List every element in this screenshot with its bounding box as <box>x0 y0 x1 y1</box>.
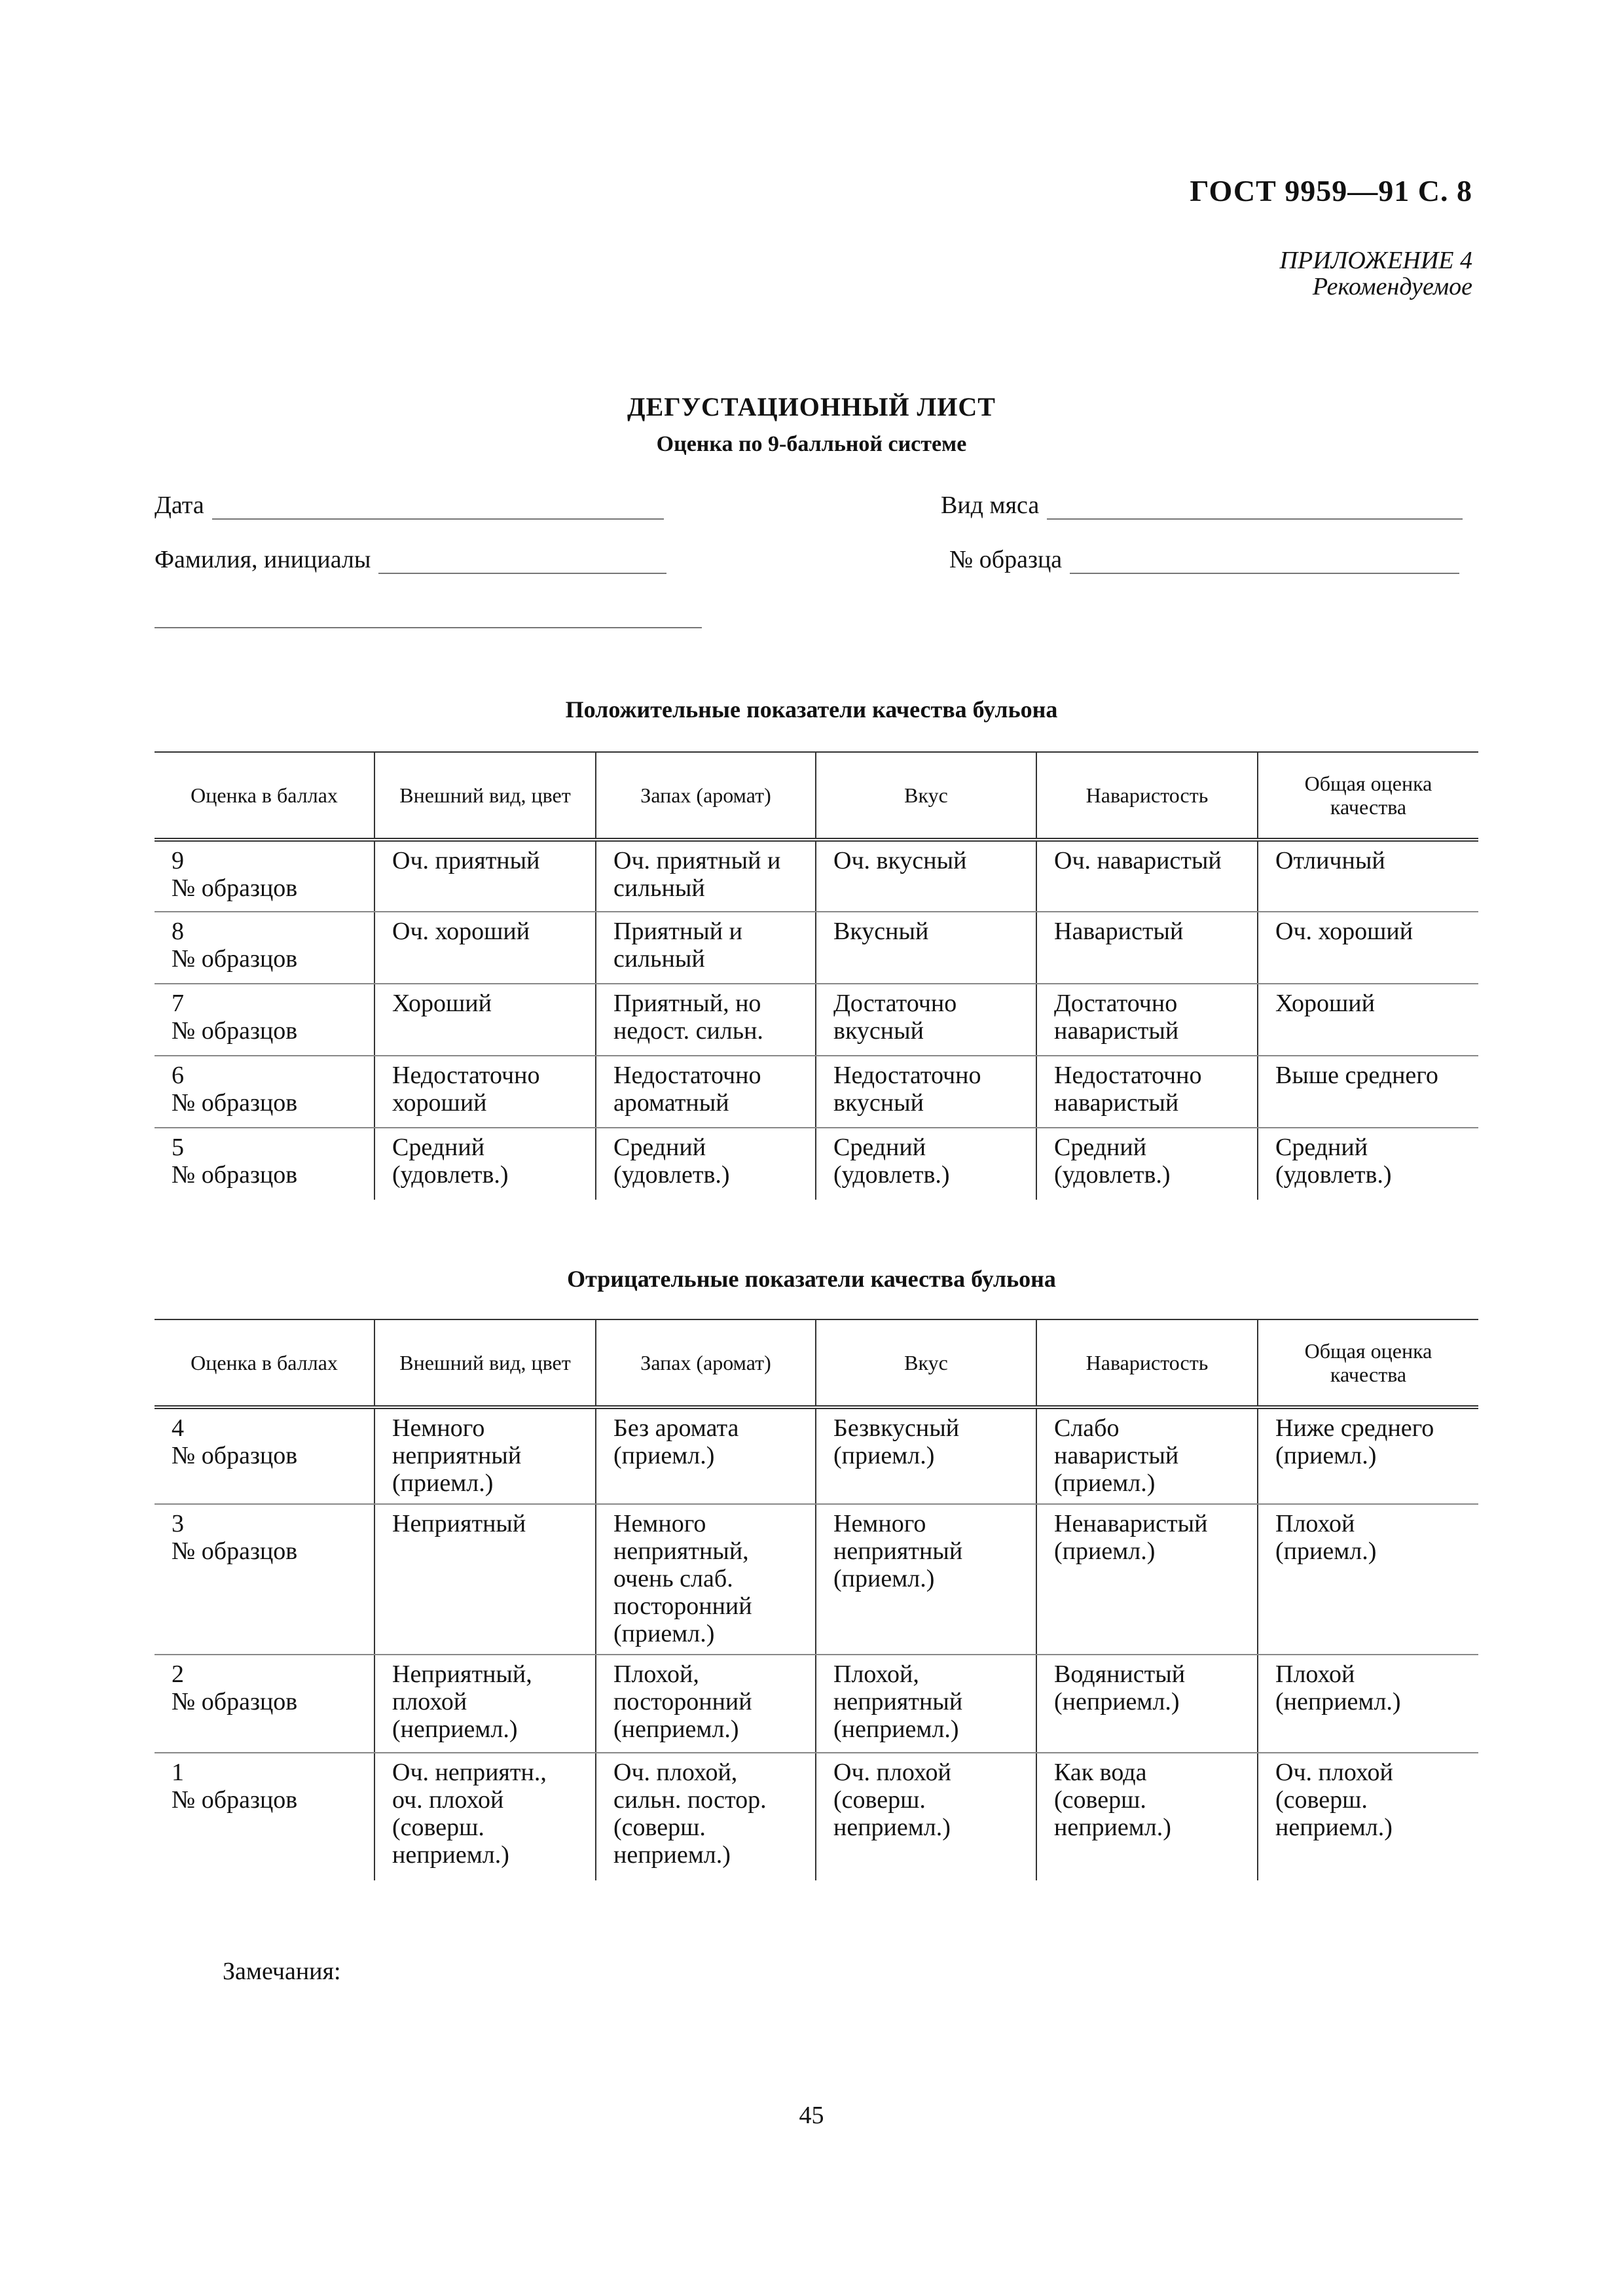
score-value: 2 <box>172 1660 184 1688</box>
meat-type-field[interactable] <box>941 491 1463 520</box>
appearance-cell: Неприятный <box>374 1504 596 1655</box>
score-value: 6 <box>172 1062 184 1089</box>
score-cell <box>155 1655 374 1753</box>
col-smell: Запах (аромат) <box>596 752 816 840</box>
appearance-cell: Оч. неприятн., оч. плохой (соверш. неприемл.) <box>374 1753 596 1880</box>
sample-number-field[interactable] <box>949 545 1459 574</box>
col-appearance: Внешний вид, цвет <box>374 1319 596 1407</box>
appearance-cell: Недостаточно хороший <box>374 1056 596 1128</box>
appearance-cell: Оч. приятный <box>374 840 596 912</box>
meat-type-label: Вид мяса <box>941 492 1040 519</box>
score-cell <box>155 1128 374 1200</box>
smell-cell: Оч. плохой, сильн. постор. (соверш. неприемл.) <box>596 1753 816 1880</box>
taste-cell: Немного неприятный (приемл.) <box>816 1504 1036 1655</box>
score-cell <box>155 1407 374 1504</box>
name-line[interactable] <box>378 552 666 574</box>
name-field[interactable] <box>155 545 666 574</box>
col-score: Оценка в баллах <box>155 1319 374 1407</box>
samples-label: № образцов <box>172 1688 298 1715</box>
col-smell: Запах (аромат) <box>596 1319 816 1407</box>
page-subtitle: Оценка по 9-балльной системе <box>656 432 967 456</box>
samples-label: № образцов <box>172 945 298 973</box>
date-line[interactable] <box>212 497 664 520</box>
table-row <box>155 1128 1478 1200</box>
appearance-cell: Немного неприятный (приемл.) <box>374 1407 596 1504</box>
score-cell <box>155 1753 374 1880</box>
negative-section-title: Отрицательные показатели качества бульона <box>567 1266 1056 1292</box>
score-cell <box>155 1056 374 1128</box>
samples-label: № образцов <box>172 1161 298 1189</box>
sample-number-label: № образца <box>949 546 1063 573</box>
negative-header-row <box>155 1319 1478 1407</box>
score-cell <box>155 1504 374 1655</box>
smell-cell: Без аромата (приемл.) <box>596 1407 816 1504</box>
score-value: 9 <box>172 847 184 874</box>
smell-cell: Средний (удовлетв.) <box>596 1128 816 1200</box>
smell-cell: Недостаточно ароматный <box>596 1056 816 1128</box>
appendix-status: Рекомендуемое <box>1312 273 1472 300</box>
score-value: 4 <box>172 1414 184 1442</box>
overall-cell: Оч. плохой (соверш. неприемл.) <box>1258 1753 1478 1880</box>
richness-cell: Оч. наваристый <box>1036 840 1258 912</box>
richness-cell: Слабо наваристый (приемл.) <box>1036 1407 1258 1504</box>
appearance-cell: Хороший <box>374 984 596 1056</box>
overall-cell: Хороший <box>1258 984 1478 1056</box>
col-taste: Вкус <box>816 1319 1036 1407</box>
overall-cell: Плохой (приемл.) <box>1258 1504 1478 1655</box>
page-title: ДЕГУСТАЦИОННЫЙ ЛИСТ <box>627 392 996 422</box>
samples-label: № образцов <box>172 1537 298 1565</box>
col-score: Оценка в баллах <box>155 752 374 840</box>
taste-cell: Средний (удовлетв.) <box>816 1128 1036 1200</box>
table-row <box>155 840 1478 912</box>
richness-cell: Водянистый (неприемл.) <box>1036 1655 1258 1753</box>
notes-label: Замечания: <box>223 1958 341 1985</box>
overall-cell: Средний (удовлетв.) <box>1258 1128 1478 1200</box>
smell-cell: Приятный, но недост. сильн. <box>596 984 816 1056</box>
samples-label: № образцов <box>172 1442 298 1469</box>
col-overall: Общая оценка качества <box>1258 1319 1478 1407</box>
col-taste: Вкус <box>816 752 1036 840</box>
document-code: ГОСТ 9959—91 С. 8 <box>1190 174 1472 207</box>
taste-cell: Достаточно вкусный <box>816 984 1036 1056</box>
table-row <box>155 1753 1478 1880</box>
name-label: Фамилия, инициалы <box>155 546 371 573</box>
table-row <box>155 1407 1478 1504</box>
score-cell <box>155 840 374 912</box>
taste-cell: Недостаточно вкусный <box>816 1056 1036 1128</box>
taste-cell: Оч. плохой (соверш. неприемл.) <box>816 1753 1036 1880</box>
appearance-cell: Средний (удовлетв.) <box>374 1128 596 1200</box>
positive-table <box>155 751 1478 1200</box>
smell-cell: Оч. приятный и сильный <box>596 840 816 912</box>
score-value: 7 <box>172 990 184 1017</box>
score-cell <box>155 912 374 984</box>
overall-cell: Выше среднего <box>1258 1056 1478 1128</box>
samples-label: № образцов <box>172 1017 298 1045</box>
samples-label: № образцов <box>172 1786 298 1814</box>
taste-cell: Вкусный <box>816 912 1036 984</box>
overall-cell: Отличный <box>1258 840 1478 912</box>
samples-label: № образцов <box>172 874 298 902</box>
taste-cell: Безвкусный (приемл.) <box>816 1407 1036 1504</box>
smell-cell: Немного неприятный, очень слаб. посторонний (приемл.) <box>596 1504 816 1655</box>
appendix-number: ПРИЛОЖЕНИЕ 4 <box>1279 247 1472 274</box>
richness-cell: Наваристый <box>1036 912 1258 984</box>
score-value: 8 <box>172 918 184 945</box>
meat-type-line[interactable] <box>1047 497 1463 520</box>
score-value: 5 <box>172 1134 184 1161</box>
positive-header-row <box>155 752 1478 840</box>
score-cell <box>155 984 374 1056</box>
table-row <box>155 912 1478 984</box>
table-row <box>155 984 1478 1056</box>
overall-cell: Ниже среднего (приемл.) <box>1258 1407 1478 1504</box>
richness-cell: Недостаточно наваристый <box>1036 1056 1258 1128</box>
taste-cell: Плохой, неприятный (неприемл.) <box>816 1655 1036 1753</box>
date-label: Дата <box>155 492 204 519</box>
richness-cell: Достаточно наваристый <box>1036 984 1258 1056</box>
date-field[interactable] <box>155 491 664 520</box>
table-row <box>155 1504 1478 1655</box>
negative-table <box>155 1319 1478 1880</box>
richness-cell: Средний (удовлетв.) <box>1036 1128 1258 1200</box>
richness-cell: Ненаваристый (приемл.) <box>1036 1504 1258 1655</box>
richness-cell: Как вода (соверш. неприемл.) <box>1036 1753 1258 1880</box>
score-value: 1 <box>172 1759 184 1786</box>
page-number: 45 <box>799 2102 824 2129</box>
table-row <box>155 1056 1478 1128</box>
positive-section-title: Положительные показатели качества бульона <box>565 696 1058 723</box>
smell-cell: Плохой, посторонний (неприемл.) <box>596 1655 816 1753</box>
sample-number-line[interactable] <box>1070 552 1459 574</box>
samples-label: № образцов <box>172 1089 298 1117</box>
appearance-cell: Оч. хороший <box>374 912 596 984</box>
extra-signature-line[interactable] <box>155 627 702 628</box>
appendix-label <box>1280 247 1472 300</box>
col-richness: Наваристость <box>1036 1319 1258 1407</box>
col-richness: Наваристость <box>1036 752 1258 840</box>
smell-cell: Приятный и сильный <box>596 912 816 984</box>
table-row <box>155 1655 1478 1753</box>
score-value: 3 <box>172 1510 184 1537</box>
taste-cell: Оч. вкусный <box>816 840 1036 912</box>
col-appearance: Внешний вид, цвет <box>374 752 596 840</box>
col-overall: Общая оценка качества <box>1258 752 1478 840</box>
overall-cell: Оч. хороший <box>1258 912 1478 984</box>
appearance-cell: Неприятный, плохой (неприемл.) <box>374 1655 596 1753</box>
overall-cell: Плохой (неприемл.) <box>1258 1655 1478 1753</box>
